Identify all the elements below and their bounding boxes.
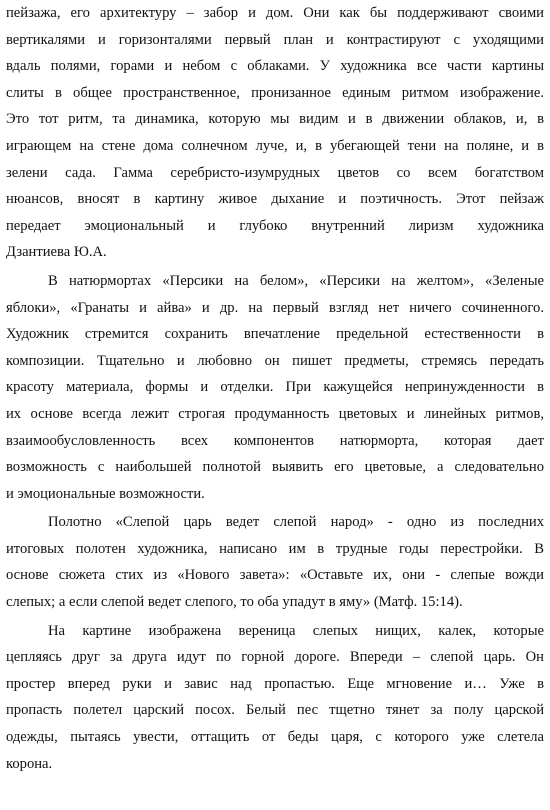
text-line: и эмоциональные возможности. xyxy=(6,485,205,502)
document-page xyxy=(6,0,544,777)
text-line: нюансов, вносят в картину живое дыхание и поэтичность. Этот пейзаж xyxy=(6,191,544,208)
paragraph-landscape xyxy=(6,0,544,266)
paragraph-painting-description xyxy=(6,618,544,778)
text-line: их основе всегда лежит строгая продуманность цветовых и линейных ритмов, xyxy=(6,405,544,422)
text-line: красоту материала, формы и отделки. При кажущейся непринужденности в xyxy=(6,379,544,396)
text-line: яблоки», «Гранаты и айва» и др. на первый взгляд нет ничего сочиненного. xyxy=(6,299,544,316)
text-line: итоговых полотен художника, написано им в трудные годы перестройки. В xyxy=(6,540,544,557)
text-line: корона. xyxy=(6,755,53,772)
text-line: передает эмоциональный и глубоко внутренний лиризм художника xyxy=(6,217,544,234)
text-line: композиции. Тщательно и любовно он пишет предметы, стремясь передать xyxy=(6,352,544,369)
text-line: зелени сада. Гамма серебристо-изумрудных цветов со всем богатством xyxy=(6,164,544,181)
text-line: основе сюжета стих из «Нового завета»: «Оставьте их, они - слепые вожди xyxy=(6,567,544,584)
paragraph-blind-king xyxy=(6,509,544,615)
text-line: цепляясь друг за друга идут по горной дороге. Впереди – слепой царь. Он xyxy=(6,649,544,666)
text-line: Это тот ритм, та динамика, которую мы видим и в движении облаков, и, в xyxy=(6,111,544,128)
text-line: На картине изображена вереница слепых нищих, калек, которые xyxy=(48,622,544,639)
text-line: взаимообусловленность всех компонентов натюрморта, которая дает xyxy=(6,432,544,449)
text-line: возможность с наибольшей полнотой выявить его цветовые, а следовательно xyxy=(6,459,544,476)
text-line: одежды, пытаясь увести, оттащить от беды царя, с которого уже слетела xyxy=(6,729,544,746)
text-line: слепых; а если слепой ведет слепого, то оба упадут в яму» (Матф. 15:14). xyxy=(6,594,463,611)
text-line: играющем на стене дома солнечном луче, и, в убегающей тени на поляне, и в xyxy=(6,137,544,154)
text-line: слиты в общее пространственное, пронизанное единым ритмом изображение. xyxy=(6,84,544,101)
text-line: пейзажа, его архитектуру – забор и дом. Они как бы поддерживают своими xyxy=(6,5,544,21)
text-line: пропасть полетел царский посох. Белый пес тщетно тянет за полу царской xyxy=(6,702,544,719)
text-line: В натюрмортах «Персики на белом», «Персики на желтом», «Зеленые xyxy=(48,272,544,289)
text-line: вдаль полями, горами и небом с облаками. У художника все части картины xyxy=(6,58,544,75)
text-line: простер вперед руки и завис над пропастью. Еще мгновение и… Уже в xyxy=(6,675,544,692)
text-line: Полотно «Слепой царь ведет слепой народ» - одно из последних xyxy=(48,514,544,531)
text-line: Дзантиева Ю.А. xyxy=(6,244,107,261)
paragraph-still-life xyxy=(6,268,544,507)
text-line: вертикалями и горизонталями первый план и контрастируют с уходящими xyxy=(6,31,544,48)
text-line: Художник стремится сохранить впечатление предельной естественности в xyxy=(6,326,544,343)
